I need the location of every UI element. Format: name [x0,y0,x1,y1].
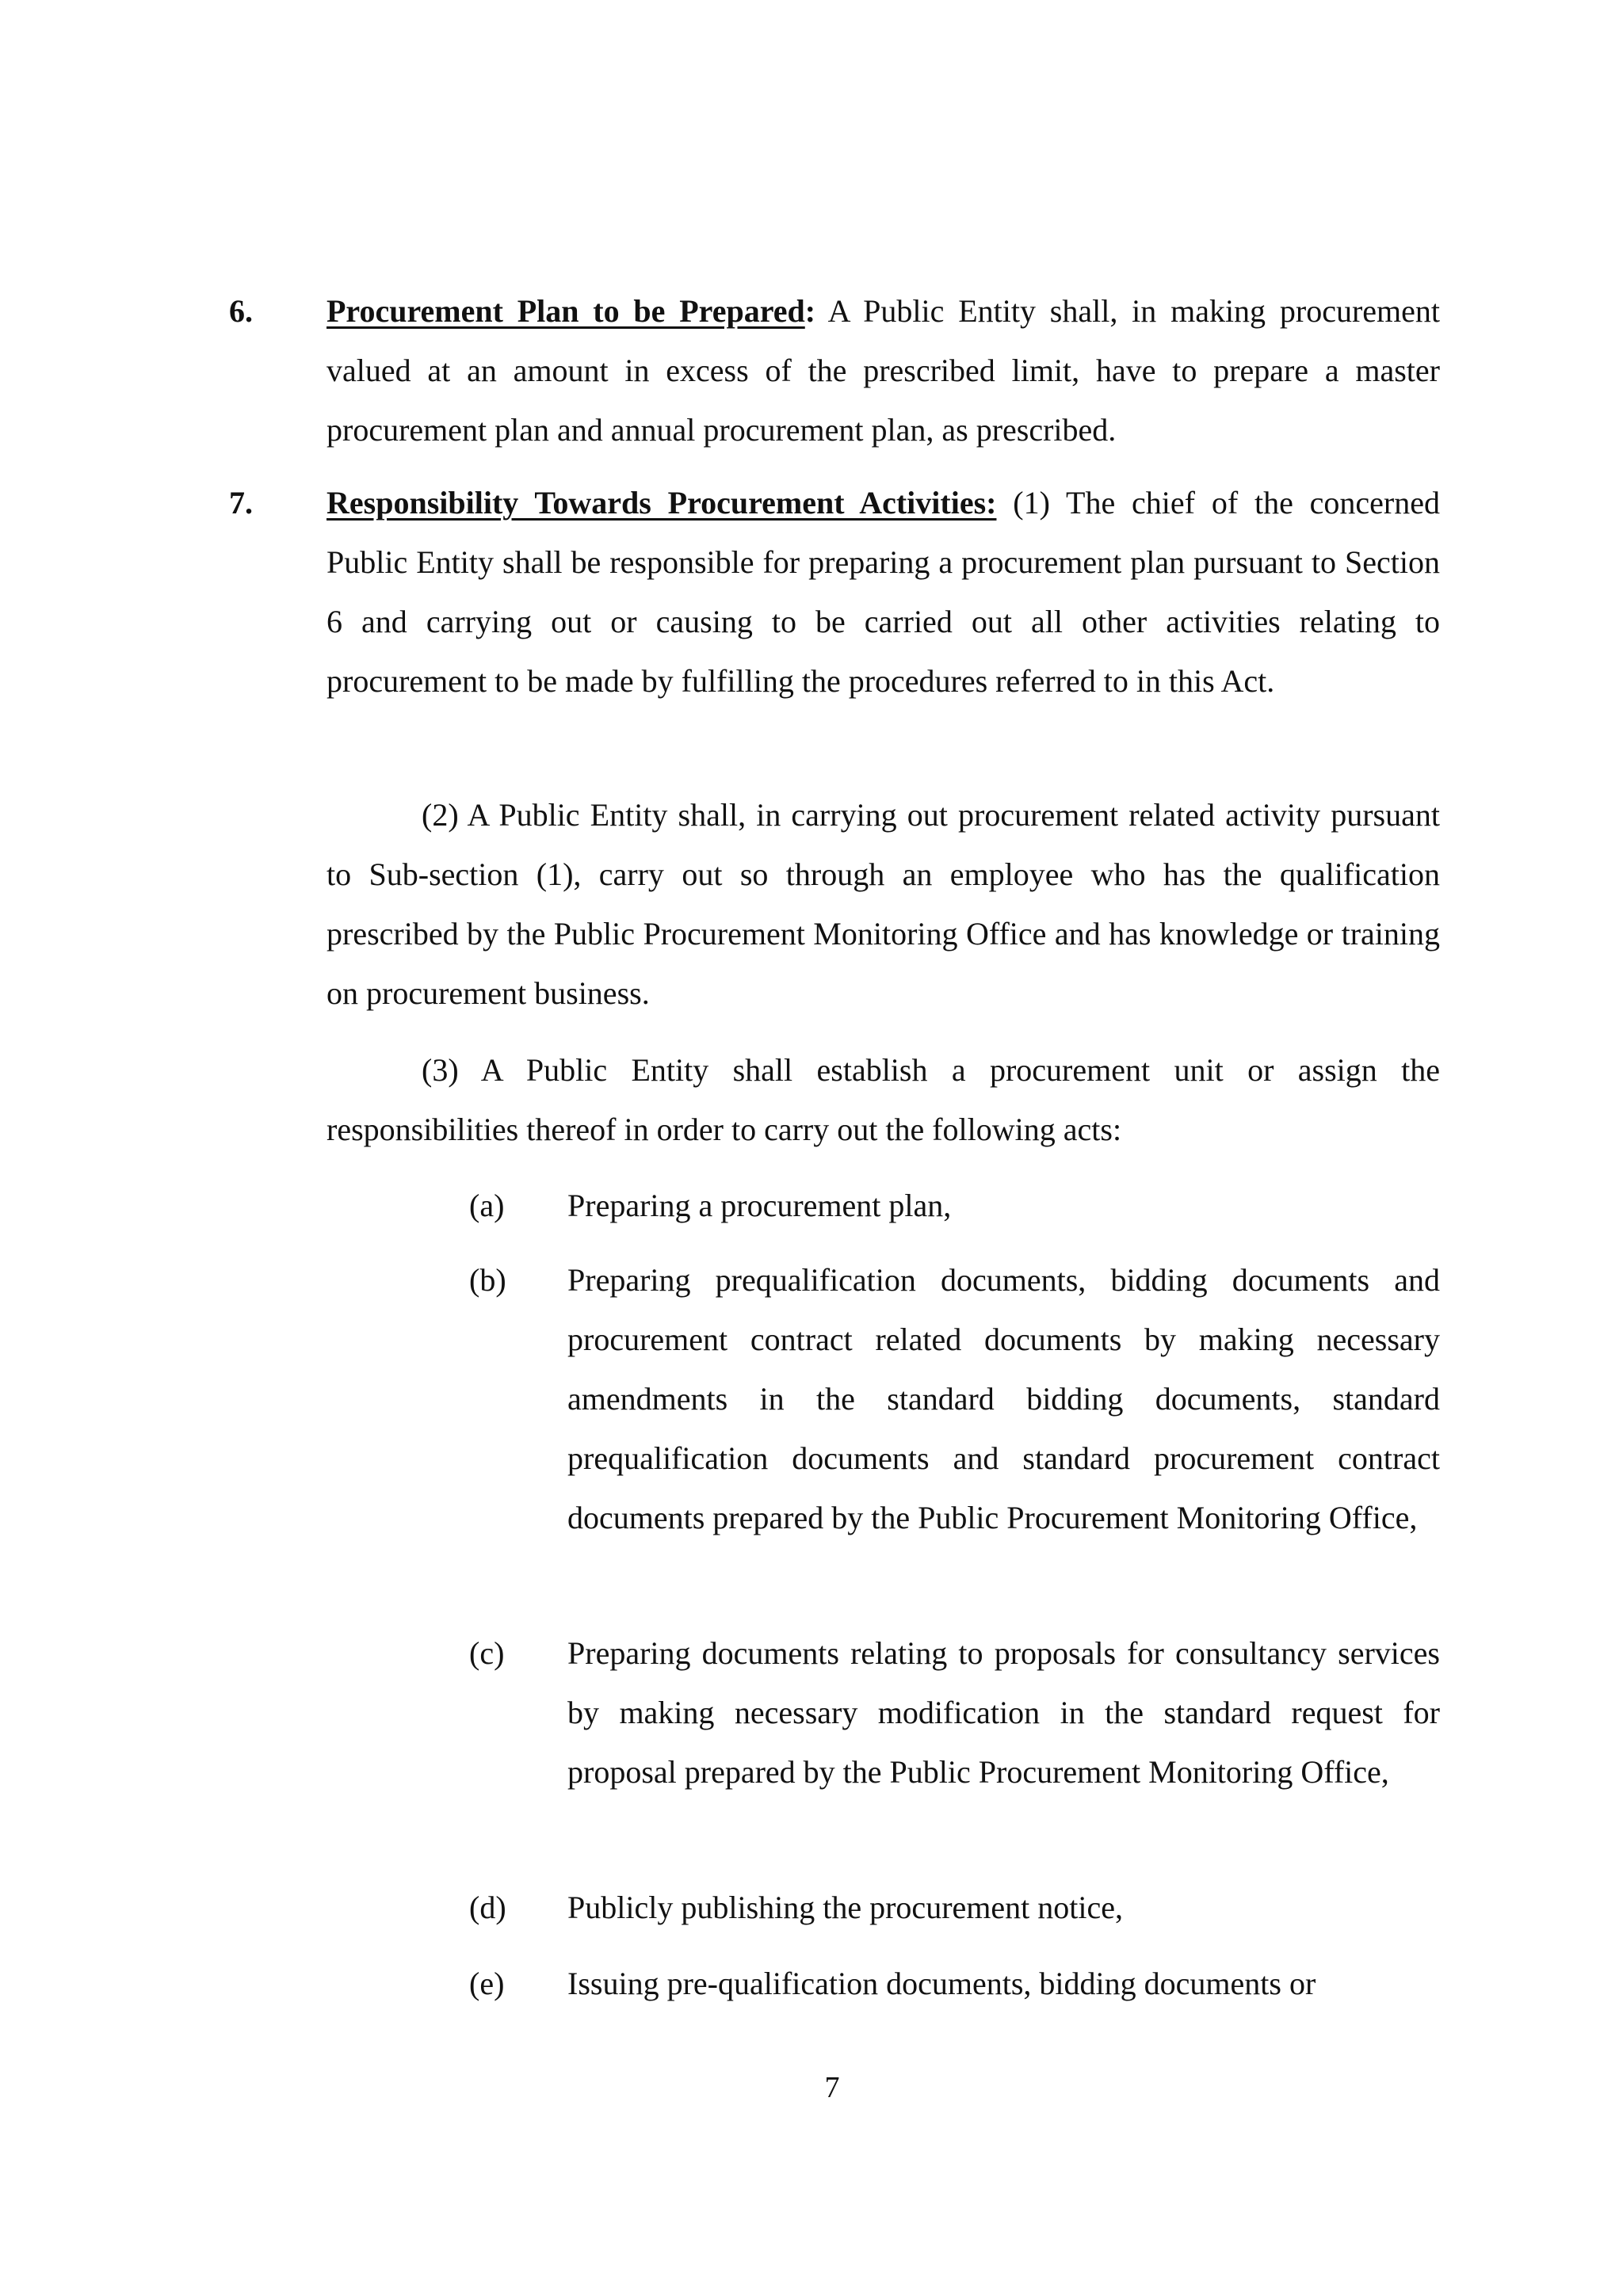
section-7-text: (1) The chief of the concerned Public Entity shall be responsible for preparing a procurement plan pursuant to Section 6 and carrying out or causing to be carried out all other activities relating to procurement to be made by fulfilling the procedures referred to in this Act. [327,485,1440,699]
list-item-text: Publicly publishing the procurement notice, [567,1890,1123,1925]
list-item-text: Issuing pre-qualification documents, bidding documents or [567,1966,1316,2001]
list-item-text: Preparing documents relating to proposals for consultancy services by making necessary modification in the standard request for proposal prepared by the Public Procurement Monitoring Office, [567,1635,1440,1790]
list-item-label: (e) [469,1966,505,2001]
section-6-number: 6. [229,293,253,329]
section-7-subsection-3: (3) A Public Entity shall establish a procurement unit or assign the responsibilities thereof in order to carry out the following acts: [327,1052,1440,1147]
list-item-label: (b) [469,1262,506,1298]
list-item-label: (c) [469,1635,505,1671]
list-item-label: (d) [469,1890,506,1925]
page-number: 7 [824,2071,840,2104]
section-6-heading-colon: : [804,293,816,329]
list-item-text: Preparing a procurement plan, [567,1188,952,1223]
section-7-heading: Responsibility Towards Procurement Activities: [327,485,997,521]
list-item-label: (a) [469,1188,505,1223]
section-6-heading: Procurement Plan to be Prepared [327,293,805,329]
section-6-paragraph [327,281,1440,460]
section-7-paragraph [327,473,1440,711]
section-7-subsection-2: (2) A Public Entity shall, in carrying out procurement related activity pursuant to Sub-section (1), carry out so through an employee who has the qualification prescribed by the Public Procurement Monitoring Office and has knowledge or training on procurement business. [327,797,1440,1011]
section-6-text: A Public Entity shall, in making procurement valued at an amount in excess of the prescribed limit, have to prepare a master procurement plan and annual procurement plan, as prescribed. [327,293,1440,448]
section-7-number: 7. [229,485,253,521]
list-item-text: Preparing prequalification documents, bidding documents and procurement contract related documents by making necessary amendments in the standard bidding documents, standard prequalification documents and standard procurement contract documents prepared by the Public Procurement Monitoring Office, [567,1262,1440,1535]
